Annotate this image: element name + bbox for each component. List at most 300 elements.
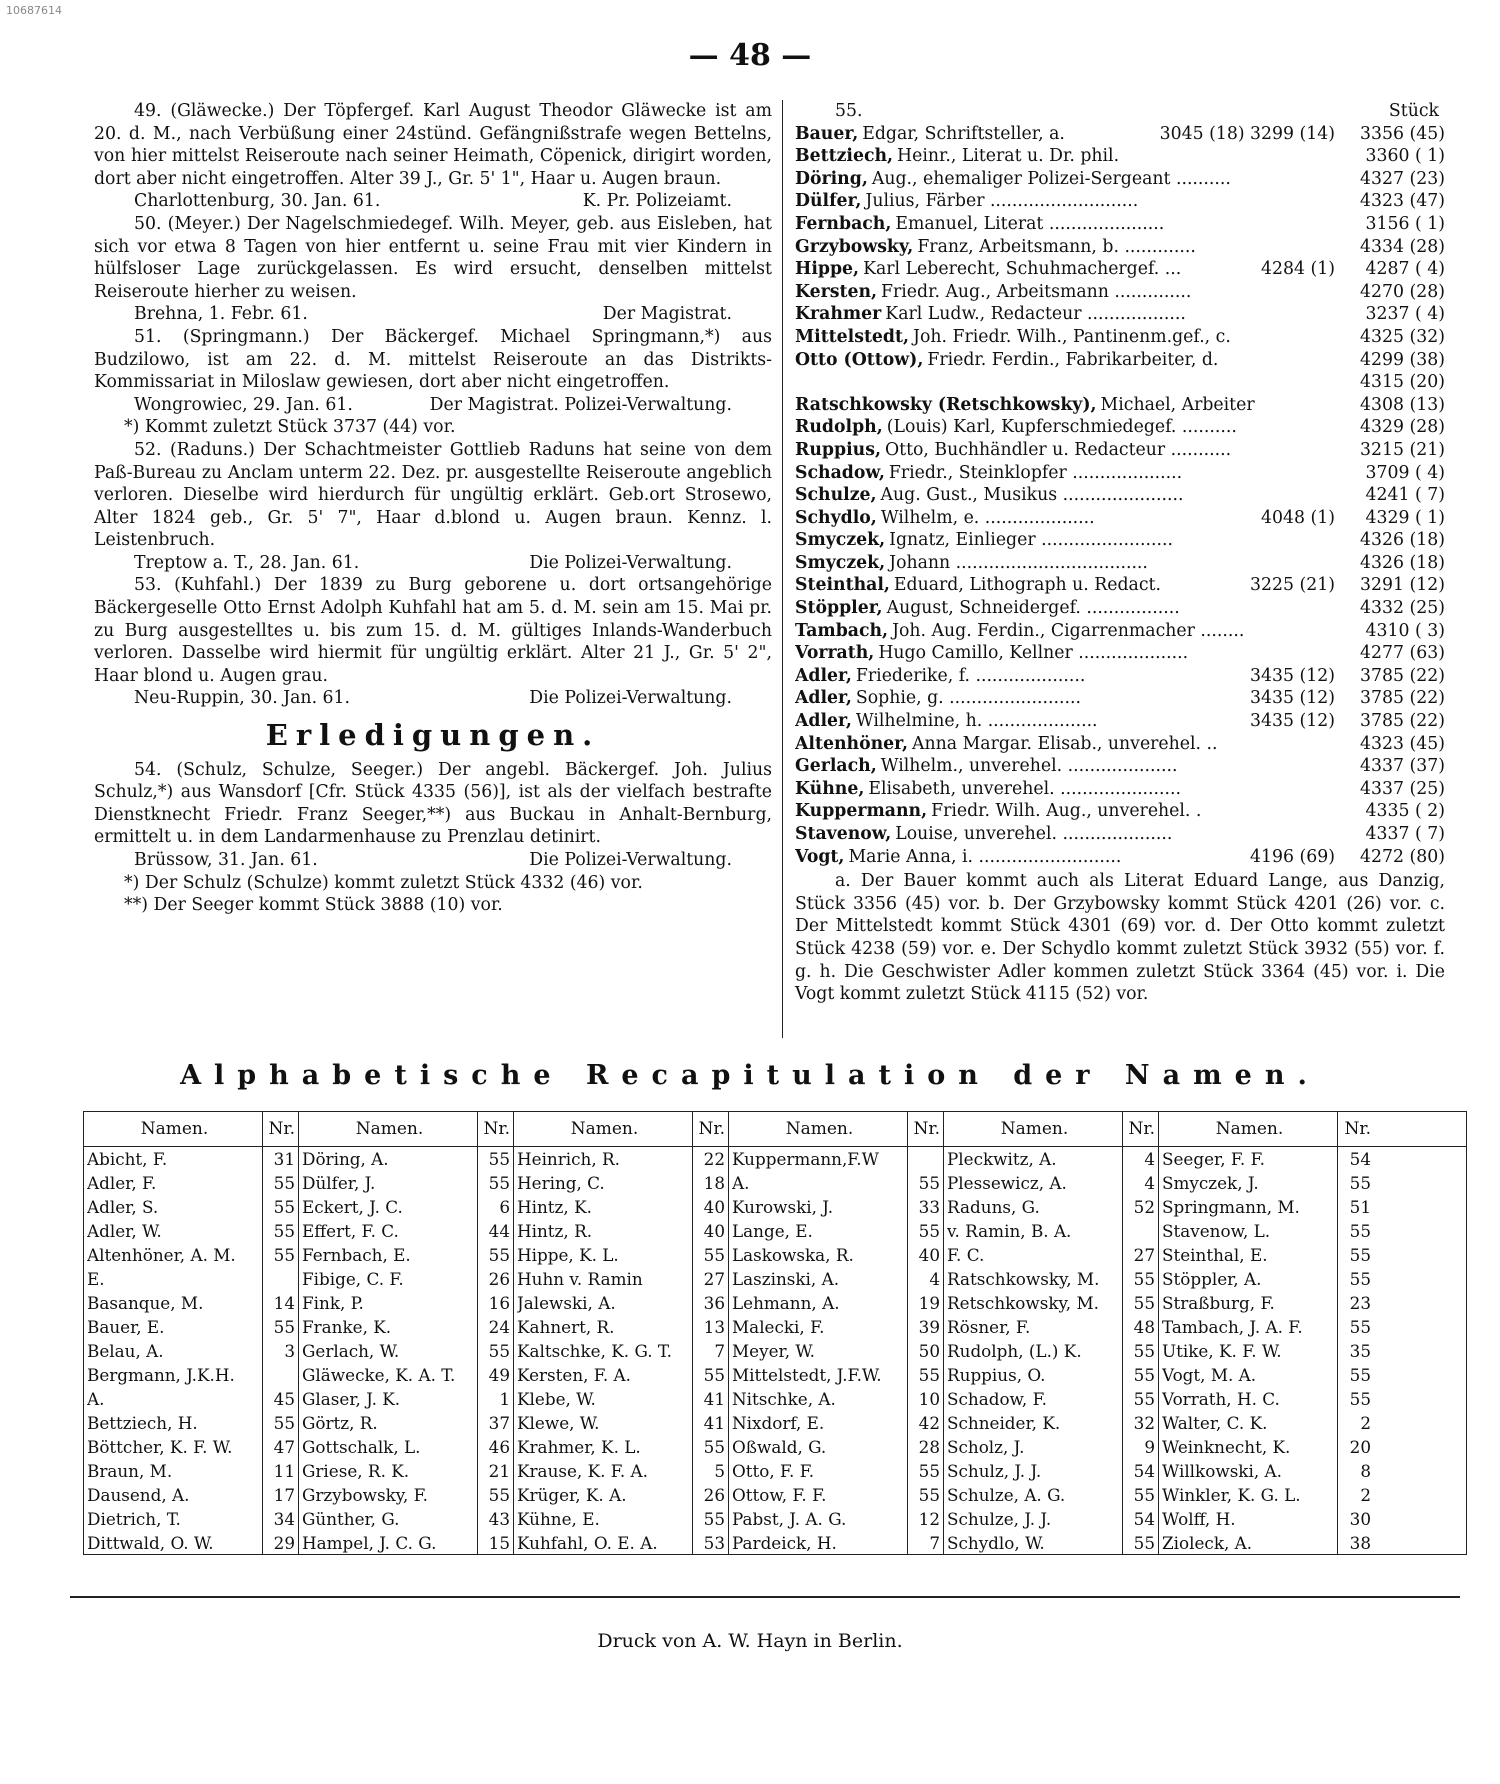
stueck-ref-2: 4299 (38) xyxy=(1360,349,1445,370)
recap-name: Walter, C. K. xyxy=(1162,1413,1268,1433)
recap-nr: 24 xyxy=(488,1317,510,1337)
recap-name: Retschkowsky, M. xyxy=(947,1293,1099,1313)
person-description: Aug. Gust., Musikus ...................... xyxy=(880,485,1184,506)
recap-nr: 36 xyxy=(703,1293,725,1313)
notice-signature xyxy=(94,394,772,417)
person-name: Dülfer, xyxy=(795,191,862,212)
recap-nr: 49 xyxy=(488,1365,510,1385)
stueck-ref-2: 4323 (45) xyxy=(1360,733,1445,754)
person-description: Wilhelm, e. .................... xyxy=(880,507,1095,528)
recap-name: Klebe, W. xyxy=(517,1389,596,1409)
recap-nr: 35 xyxy=(1349,1341,1371,1361)
recap-name: Hintz, R. xyxy=(517,1221,593,1241)
recap-nr: 17 xyxy=(273,1485,295,1505)
person-name: Bauer, xyxy=(795,123,859,144)
signature-place: Neu-Ruppin, 30. Jan. 61. xyxy=(134,688,351,709)
stueck-ref-2: 4270 (28) xyxy=(1360,281,1445,302)
recap-name: A. xyxy=(87,1389,105,1409)
recap-name: Basanque, M. xyxy=(87,1293,204,1313)
recap-name: Oßwald, G. xyxy=(732,1437,827,1457)
recap-name: Wolff, H. xyxy=(1162,1509,1236,1529)
recap-name: Krahmer, K. L. xyxy=(517,1437,641,1457)
person-name: Vorrath, xyxy=(795,643,875,664)
recap-name: Kurowski, J. xyxy=(732,1197,834,1217)
erledigungen-note-2: **) Der Seeger kommt Stück 3888 (10) vor. xyxy=(124,895,503,916)
stueck-ref-1: 4048 (1) xyxy=(1261,507,1335,528)
recap-nr: 55 xyxy=(273,1197,295,1217)
stueck-ref-2: 3785 (22) xyxy=(1360,665,1445,686)
stueck-ref-2: 3709 ( 4) xyxy=(1365,462,1445,483)
recap-name: Kaltschke, K. G. T. xyxy=(517,1341,672,1361)
recap-name: Jalewski, A. xyxy=(517,1293,616,1313)
stueck-ref-2: 4241 ( 7) xyxy=(1365,485,1445,506)
stueck-ref-2: 4329 (28) xyxy=(1360,417,1445,438)
recap-name: Seeger, F. F. xyxy=(1162,1149,1265,1169)
recap-name: Fernbach, E. xyxy=(302,1245,411,1265)
recap-name: Ottow, F. F. xyxy=(732,1485,827,1505)
recap-nr: 55 xyxy=(1133,1533,1155,1553)
person-name: Bettziech, xyxy=(795,146,894,167)
stueck-heading: Stück xyxy=(1388,101,1439,121)
recap-name: Plessewicz, A. xyxy=(947,1173,1067,1193)
scan-id: 10687614 xyxy=(6,4,62,17)
name-row xyxy=(795,281,1445,304)
recap-nr: 55 xyxy=(1133,1365,1155,1385)
signature-place: Wongrowiec, 29. Jan. 61. xyxy=(134,394,353,415)
name-row xyxy=(795,778,1445,801)
recap-nr: 55 xyxy=(273,1173,295,1193)
recap-name-column xyxy=(729,1147,908,1555)
recap-nr: 20 xyxy=(1349,1437,1371,1457)
recap-header-name: Namen. xyxy=(299,1112,478,1146)
recap-nr: 26 xyxy=(488,1269,510,1289)
person-name: Adler, xyxy=(795,665,852,686)
recap-nr: 55 xyxy=(1349,1245,1371,1265)
page-number: — 48 — xyxy=(688,38,812,73)
recap-name: E. xyxy=(87,1269,105,1289)
recap-table-header xyxy=(84,1112,1466,1147)
recap-name: Springmann, M. xyxy=(1162,1197,1300,1217)
recap-name: Döring, A. xyxy=(302,1149,389,1169)
signature-place: Charlottenburg, 30. Jan. 61. xyxy=(134,191,381,212)
recap-name: Glaser, J. K. xyxy=(302,1389,401,1409)
recap-name: Schneider, K. xyxy=(947,1413,1061,1433)
recap-name: Stöppler, A. xyxy=(1162,1269,1262,1289)
signature-authority: Die Polizei-Verwaltung. xyxy=(529,552,732,573)
recap-nr: 53 xyxy=(703,1533,725,1553)
person-name: Tambach, xyxy=(795,620,889,641)
name-row xyxy=(795,416,1445,439)
stueck-ref-1: 3225 (21) xyxy=(1250,575,1335,596)
recap-nr: 11 xyxy=(273,1461,295,1481)
person-description: Friederike, f. .................... xyxy=(855,665,1086,686)
recap-nr: 6 xyxy=(499,1197,510,1217)
recap-nr: 38 xyxy=(1349,1533,1371,1553)
notice-entry xyxy=(94,439,772,575)
recap-name: Dittwald, O. W. xyxy=(87,1533,214,1553)
recap-nr: 1 xyxy=(499,1389,510,1409)
recap-name: Pleckwitz, A. xyxy=(947,1149,1057,1169)
person-name: Fernbach, xyxy=(795,213,892,234)
recap-name-column xyxy=(84,1147,263,1555)
recap-nr xyxy=(263,1267,295,1291)
name-row xyxy=(795,439,1445,462)
recap-name: Laszinski, A. xyxy=(732,1269,840,1289)
recap-name: Schulz, J. J. xyxy=(947,1461,1042,1481)
name-row xyxy=(795,846,1445,869)
name-row xyxy=(795,823,1445,846)
recap-header-nr: Nr. xyxy=(693,1112,729,1146)
recap-nr: 55 xyxy=(703,1437,725,1457)
person-name: Adler, xyxy=(795,688,852,709)
stueck-ref-2b: 4315 (20) xyxy=(1360,372,1445,393)
recap-name: Klewe, W. xyxy=(517,1413,600,1433)
stueck-ref-2: 3360 ( 1) xyxy=(1365,146,1445,167)
recap-nr: 3 xyxy=(284,1341,295,1361)
right-column xyxy=(795,100,1445,1006)
recap-name: Hintz, K. xyxy=(517,1197,592,1217)
person-name: Mittelstedt, xyxy=(795,326,910,347)
recap-name-column xyxy=(514,1147,693,1555)
person-name: Rudolph, xyxy=(795,417,883,438)
stueck-ref-1: 4196 (69) xyxy=(1250,846,1335,867)
person-description: Friedr. Aug., Arbeitsmann .............. xyxy=(881,281,1192,302)
erledigungen-entry xyxy=(94,759,772,917)
notice-entry xyxy=(94,326,772,439)
stueck-ref-2: 3785 (22) xyxy=(1360,688,1445,709)
recap-name: Fibige, C. F. xyxy=(302,1269,404,1289)
name-row xyxy=(795,597,1445,620)
stueck-ref-2: 3291 (12) xyxy=(1360,575,1445,596)
person-description: Anna Margar. Elisab., unverehel. .. xyxy=(912,733,1218,754)
stueck-ref-2: 4332 (25) xyxy=(1360,598,1445,619)
name-row xyxy=(795,213,1445,236)
person-description: Louise, unverehel. .................... xyxy=(895,824,1173,844)
stueck-ref-2: 4310 ( 3) xyxy=(1365,620,1445,641)
recap-name: Adler, F. xyxy=(87,1173,157,1193)
recap-name: Malecki, F. xyxy=(732,1317,825,1337)
stueck-ref-2: 3156 ( 1) xyxy=(1365,213,1445,234)
stueck-ref-2: 3215 (21) xyxy=(1360,439,1445,460)
stueck-ref-2: 3356 (45) xyxy=(1360,123,1445,144)
stueck-ref-1: 3045 (18) 3299 (14) xyxy=(1159,123,1335,144)
recap-header-name: Namen. xyxy=(514,1112,693,1146)
recap-name: Scholz, J. xyxy=(947,1437,1025,1457)
person-description: Emanuel, Literat ..................... xyxy=(895,213,1165,234)
person-name: Stavenow, xyxy=(795,824,892,844)
recap-name: Hippe, K. L. xyxy=(517,1245,619,1265)
stueck-ref-2: 4327 (23) xyxy=(1360,168,1445,189)
recap-header-nr: Nr. xyxy=(263,1112,299,1146)
notice-paragraph: 53. (Kuhfahl.) Der 1839 zu Burg geborene u. dort ortsangehörige Bäckergeselle Otto Ernst Adolph Kuhfahl hat am 5. d. M. sein am 15. Mai pr. zu Burg ausgestelltes u. bis zum 15. d. M. gültiges Inlands-Wanderbuch verloren. Dasselbe wird hiermit für ungültig erklärt. Alter 21 J., Gr. 5' 2", Haar blond u. Augen grau. xyxy=(94,575,772,686)
recap-nr: 28 xyxy=(918,1437,940,1457)
recap-name: Dausend, A. xyxy=(87,1485,190,1505)
name-row xyxy=(795,349,1445,372)
person-description: Friedr., Steinklopfer .................... xyxy=(888,462,1183,483)
recap-nr-column xyxy=(908,1147,944,1555)
recap-nr: 55 xyxy=(488,1173,510,1193)
person-description: Franz, Arbeitsmann, b. ............. xyxy=(917,236,1196,257)
name-row xyxy=(795,394,1445,417)
recap-nr: 50 xyxy=(918,1341,940,1361)
recap-nr-column xyxy=(1123,1147,1159,1555)
recap-name-column xyxy=(299,1147,478,1555)
recap-nr: 55 xyxy=(1349,1269,1371,1289)
recap-nr: 55 xyxy=(1133,1269,1155,1289)
person-description: Michael, Arbeiter xyxy=(1100,394,1255,415)
person-description: Karl Leberecht, Schuhmachergef. ... xyxy=(863,259,1182,280)
recap-nr: 30 xyxy=(1349,1509,1371,1529)
recap-nr: 54 xyxy=(1133,1509,1155,1529)
name-row xyxy=(795,574,1445,597)
recap-nr: 45 xyxy=(273,1389,295,1409)
person-description: Friedr. Ferdin., Fabrikarbeiter, d. xyxy=(927,349,1219,370)
recap-name: Braun, M. xyxy=(87,1461,173,1481)
stueck-ref-2: 4329 ( 1) xyxy=(1365,507,1445,528)
recap-name: Kuppermann,F.W xyxy=(732,1149,879,1169)
recap-nr: 55 xyxy=(1133,1485,1155,1505)
person-name: Stöppler, xyxy=(795,598,883,619)
stueck-ref-2: 4272 (80) xyxy=(1360,846,1445,867)
recap-nr: 55 xyxy=(703,1509,725,1529)
recap-name: Straßburg, F. xyxy=(1162,1293,1275,1313)
name-row xyxy=(795,800,1445,823)
person-description: (Louis) Karl, Kupferschmiedegef. .......... xyxy=(886,417,1237,438)
recap-nr: 4 xyxy=(929,1269,940,1289)
recap-nr: 40 xyxy=(703,1221,725,1241)
recap-name: Laskowska, R. xyxy=(732,1245,854,1265)
notice-paragraph: 50. (Meyer.) Der Nagelschmiedegef. Wilh. Meyer, geb. aus Eisleben, hat sich vor etwa 8 Tagen von hier entfernt u. seine Frau mit vier Kindern in hülfsloser Lage zurückgelassen. Es wird ersucht, denselben mittelst Reiseroute hierher zu weisen. xyxy=(94,213,772,302)
name-row xyxy=(795,552,1445,575)
notice-entry xyxy=(94,100,772,213)
recap-name: Hampel, J. C. G. xyxy=(302,1533,437,1553)
recap-nr: 55 xyxy=(488,1245,510,1265)
recap-nr: 10 xyxy=(918,1389,940,1409)
stueck-ref-2: 3237 ( 4) xyxy=(1365,304,1445,325)
stueck-ref-1: 3435 (12) xyxy=(1250,711,1335,732)
recap-nr: 41 xyxy=(703,1413,725,1433)
recap-name: Lange, E. xyxy=(732,1221,813,1241)
person-name: Otto (Ottow), xyxy=(795,349,924,370)
stueck-ref-2: 4308 (13) xyxy=(1360,394,1445,415)
name-row xyxy=(795,462,1445,485)
notice-paragraph: 52. (Raduns.) Der Schachtmeister Gottlieb Raduns hat seine von dem Paß-Bureau zu Anclam unterm 22. Dez. pr. ausgestellte Reiseroute angeblich verloren. Dieselbe wird hierdurch für ungültig erklärt. Geb.ort Strosewo, Alter 1824 geb., Gr. 5' 7", Haar d.blond u. Augen braun. Kennz. l. Leistenbruch. xyxy=(94,439,772,551)
recap-header-name: Namen. xyxy=(944,1112,1123,1146)
name-row xyxy=(795,665,1445,688)
recap-nr: 43 xyxy=(488,1509,510,1529)
notice-paragraph: 51. (Springmann.) Der Bäckergef. Michael Springmann,*) aus Budzilowo, ist am 22. d. M. mittelst Reiseroute an das Distrikts-Kommissariat in Miloslaw gewiesen, dort aber nicht eingetroffen. xyxy=(94,326,772,393)
stueck-ref-2: 4335 ( 2) xyxy=(1365,801,1445,822)
name-row xyxy=(795,620,1445,643)
recap-nr: 14 xyxy=(273,1293,295,1313)
stueck-ref-2: 4323 (47) xyxy=(1360,191,1445,212)
recap-nr: 27 xyxy=(1133,1245,1155,1265)
recap-name: Smyczek, J. xyxy=(1162,1173,1259,1193)
person-name: Schadow, xyxy=(795,462,885,483)
recap-name: Kahnert, R. xyxy=(517,1317,615,1337)
person-name: Ruppius, xyxy=(795,439,881,460)
recap-name: Willkowski, A. xyxy=(1162,1461,1282,1481)
stueck-ref-2: 4326 (18) xyxy=(1360,530,1445,551)
entry-55-header xyxy=(795,100,1445,123)
recap-name: Schadow, F. xyxy=(947,1389,1047,1409)
recap-nr: 7 xyxy=(714,1341,725,1361)
recap-name: Bauer, E. xyxy=(87,1317,165,1337)
recap-name: Belau, A. xyxy=(87,1341,164,1361)
recap-nr: 9 xyxy=(1144,1437,1155,1457)
recap-nr-column xyxy=(1338,1147,1374,1555)
recap-name: Raduns, G. xyxy=(947,1197,1040,1217)
recap-nr: 13 xyxy=(703,1317,725,1337)
stueck-ref-2: 4325 (32) xyxy=(1360,326,1445,347)
recap-name: Weinknecht, K. xyxy=(1162,1437,1291,1457)
recap-name: Rudolph, (L.) K. xyxy=(947,1341,1082,1361)
recap-nr: 55 xyxy=(918,1485,940,1505)
recap-nr-column xyxy=(478,1147,514,1555)
signature-authority: Der Magistrat. xyxy=(602,304,732,325)
person-description: Friedr. Wilh. Aug., unverehel. . xyxy=(931,801,1202,822)
entry-55-notes: a. Der Bauer kommt auch als Literat Eduard Lange, aus Danzig, Stück 3356 (45) vor. b. Der Grzybowsky kommt Stück 4201 (26) vor. c. Der Mittelstedt kommt Stück 4301 (69) vor. d. Der Otto kommt zuletzt Stück 4238 (59) vor. e. Der Schydlo kommt zuletzt Stück 3932 (55) vor. f. g. h. Die Geschwister Adler kommen zuletzt Stück 3364 (45) vor. i. Die Vogt kommt zuletzt Stück 4115 (52) vor. xyxy=(795,871,1445,1005)
recap-name: Nixdorf, E. xyxy=(732,1413,825,1433)
recap-nr: 2 xyxy=(1360,1413,1371,1433)
person-description: Ignatz, Einlieger ........................ xyxy=(889,530,1173,551)
recap-nr: 41 xyxy=(703,1389,725,1409)
recap-nr: 55 xyxy=(1349,1317,1371,1337)
recap-name: Fink, P. xyxy=(302,1293,364,1313)
person-name: Krahmer xyxy=(795,304,882,325)
recap-name: Schulze, J. J. xyxy=(947,1509,1052,1529)
recap-nr-column xyxy=(693,1147,729,1555)
notice-paragraph: 49. (Gläwecke.) Der Töpfergef. Karl August Theodor Gläwecke ist am 20. d. M., nach Verbüßung einer 24stünd. Gefängnißstrafe wegen Bettelns, von hier mittelst Reiseroute nach seiner Heimath, Cöpenick, dirigirt worden, dort aber nicht eingetroffen. Alter 39 J., Gr. 5' 1", Haar u. Augen braun. xyxy=(94,101,772,189)
stueck-ref-2: 4277 (63) xyxy=(1360,643,1445,664)
recap-name: Grzybowsky, F. xyxy=(302,1485,429,1505)
notice-signature xyxy=(94,687,772,710)
recap-name: Franke, K. xyxy=(302,1317,392,1337)
stueck-ref-1: 3435 (12) xyxy=(1250,665,1335,686)
stueck-ref-2: 4337 ( 7) xyxy=(1365,824,1445,844)
recap-nr: 46 xyxy=(488,1437,510,1457)
signature-place: Treptow a. T., 28. Jan. 61. xyxy=(134,552,360,573)
recap-name: Schulze, A. G. xyxy=(947,1485,1066,1505)
stueck-ref-2: 4287 ( 4) xyxy=(1365,259,1445,280)
recap-name: Gläwecke, K. A. T. xyxy=(302,1365,456,1385)
recap-nr: 52 xyxy=(1133,1197,1155,1217)
recap-name: Lehmann, A. xyxy=(732,1293,840,1313)
recap-title: Alphabetische Recapitulation der Namen. xyxy=(180,1060,1320,1091)
person-name: Kühne, xyxy=(795,778,865,799)
signature-authority: Die Polizei-Verwaltung. xyxy=(529,850,732,870)
erledigungen-title: Erledigungen. xyxy=(265,718,601,753)
person-name: Steinthal, xyxy=(795,575,890,596)
recap-nr: 33 xyxy=(918,1197,940,1217)
notice-signature xyxy=(94,190,772,213)
recap-nr: 5 xyxy=(714,1461,725,1481)
recap-nr: 40 xyxy=(703,1197,725,1217)
person-name: Altenhöner, xyxy=(795,733,909,754)
recap-nr xyxy=(1123,1219,1155,1243)
erledigungen-signature xyxy=(94,849,772,872)
recap-nr: 55 xyxy=(1349,1173,1371,1193)
person-name: Kersten, xyxy=(795,281,878,302)
person-name: Kuppermann, xyxy=(795,801,928,822)
name-row xyxy=(795,190,1445,213)
recap-name: Krüger, K. A. xyxy=(517,1485,627,1505)
person-name: Ratschkowsky (Retschkowsky), xyxy=(795,394,1097,415)
recap-name: Adler, S. xyxy=(87,1197,159,1217)
recap-name-column xyxy=(944,1147,1123,1555)
recap-nr: 55 xyxy=(1349,1389,1371,1409)
recap-name: Böttcher, K. F. W. xyxy=(87,1437,233,1457)
recap-nr: 55 xyxy=(488,1485,510,1505)
name-row xyxy=(795,326,1445,349)
recap-header-name: Namen. xyxy=(84,1112,263,1146)
name-row xyxy=(795,710,1445,733)
recap-name: Gerlach, W. xyxy=(302,1341,400,1361)
person-description: Marie Anna, i. .......................... xyxy=(848,846,1122,867)
person-description: Aug., ehemaliger Polizei-Sergeant .......... xyxy=(871,168,1231,189)
recap-nr: 55 xyxy=(918,1173,940,1193)
erledigungen-paragraph: 54. (Schulz, Schulze, Seeger.) Der angebl. Bäckergef. Joh. Julius Schulz,*) aus Wansdorf [Cfr. Stück 4335 (56)], ist als der vielfach bestrafte Dienstknecht Friedr. Franz Seeger,**) aus Buckau in Anhalt-Bernburg, ermittelt u. in dem Landarmenhause zu Prenzlau detinirt. xyxy=(94,759,772,848)
recap-name: Bettziech, H. xyxy=(87,1413,198,1433)
recap-nr: 34 xyxy=(273,1509,295,1529)
person-description: Wilhelm., unverehel. .................... xyxy=(880,756,1178,777)
entry-number: 55. xyxy=(835,101,863,121)
name-row xyxy=(795,168,1445,191)
recap-name: Görtz, R. xyxy=(302,1413,378,1433)
recap-nr xyxy=(908,1147,940,1171)
recap-nr-column xyxy=(263,1147,299,1555)
recap-nr: 55 xyxy=(273,1245,295,1265)
recap-nr: 29 xyxy=(273,1533,295,1553)
stueck-ref-2: 3785 (22) xyxy=(1360,711,1445,732)
name-row xyxy=(795,236,1445,259)
recap-name: Otto, F. F. xyxy=(732,1461,815,1481)
person-name: Smyczek, xyxy=(795,530,886,551)
recap-nr: 42 xyxy=(918,1413,940,1433)
recap-name: Stavenow, L. xyxy=(1162,1221,1271,1241)
recap-nr: 55 xyxy=(273,1221,295,1241)
recap-name: Vogt, M. A. xyxy=(1162,1365,1257,1385)
recap-nr: 48 xyxy=(1133,1317,1155,1337)
recap-name: Eckert, J. C. xyxy=(302,1197,403,1217)
name-row xyxy=(795,123,1445,146)
recap-name: Pardeick, H. xyxy=(732,1533,837,1553)
recap-name: Meyer, W. xyxy=(732,1341,816,1361)
recap-name: Bergmann, J.K.H. xyxy=(87,1365,235,1385)
recap-nr: 32 xyxy=(1133,1413,1155,1433)
person-description: Heinr., Literat u. Dr. phil. xyxy=(897,146,1120,167)
person-name: Gerlach, xyxy=(795,756,877,777)
recap-name: A. xyxy=(732,1173,750,1193)
recap-nr: 55 xyxy=(1133,1293,1155,1313)
person-name: Schydlo, xyxy=(795,507,877,528)
recap-name: Pabst, J. A. G. xyxy=(732,1509,847,1529)
recap-nr: 55 xyxy=(918,1365,940,1385)
recap-nr: 21 xyxy=(488,1461,510,1481)
name-row xyxy=(795,484,1445,507)
name-row xyxy=(795,145,1445,168)
name-row xyxy=(795,687,1445,710)
recap-nr: 54 xyxy=(1349,1149,1371,1169)
recap-name: Huhn v. Ramin xyxy=(517,1269,643,1289)
notice-signature xyxy=(94,552,772,575)
column-divider xyxy=(782,100,783,1038)
recap-header-nr: Nr. xyxy=(1123,1112,1159,1146)
recap-name: Zioleck, A. xyxy=(1162,1533,1253,1553)
recap-nr: 4 xyxy=(1144,1149,1155,1169)
person-description: August, Schneidergef. ................. xyxy=(886,598,1180,619)
recap-nr: 12 xyxy=(918,1509,940,1529)
